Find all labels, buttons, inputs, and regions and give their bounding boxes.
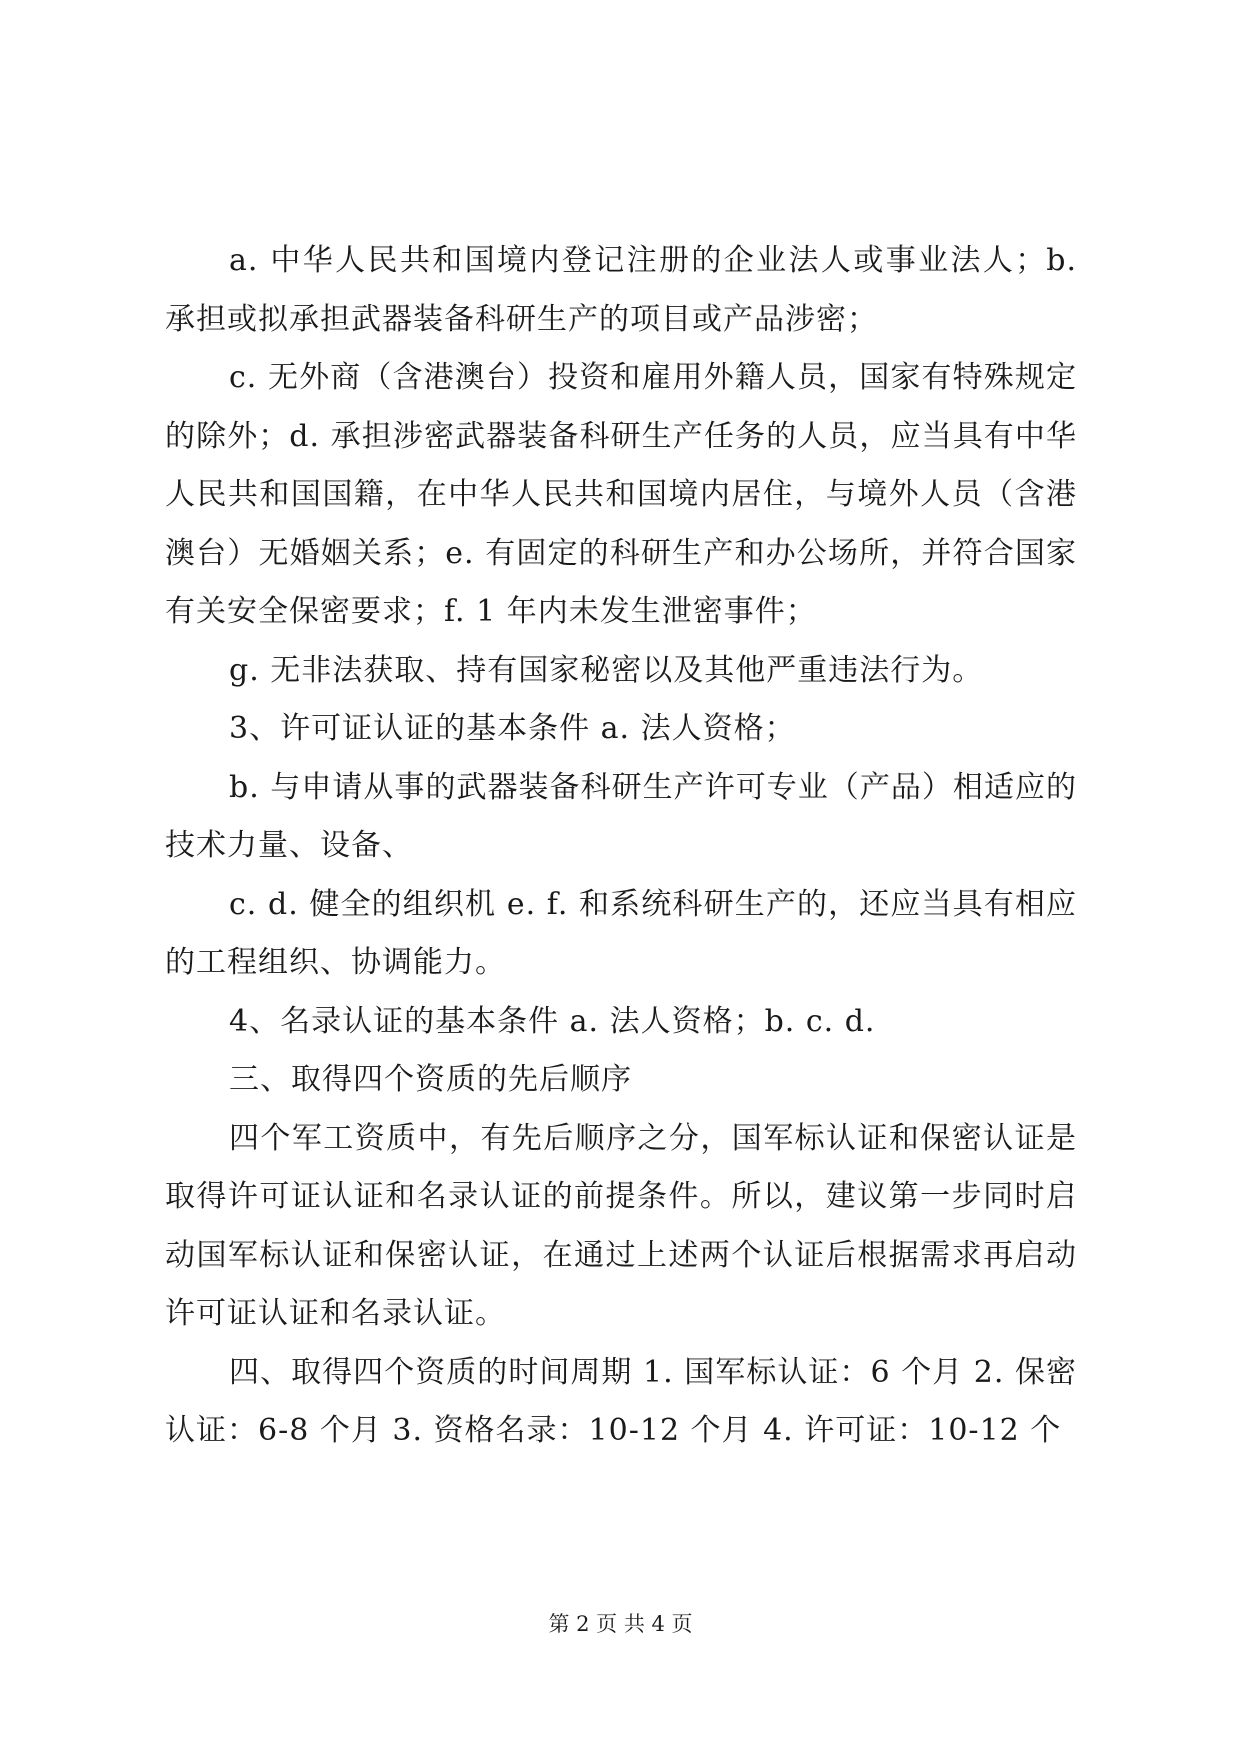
paragraph-license-condition-b: b. 与申请从事的武器装备科研生产许可专业（产品）相适应的技术力量、设备、 (165, 769, 1077, 863)
paragraph-license-condition-c-f: c. d. 健全的组织机 e. f. 和系统科研生产的，还应当具有相应的工程组织、协调能力。 (165, 886, 1077, 980)
paragraph-license-conditions: 3、许可证认证的基本条件 a. 法人资格； (229, 711, 796, 746)
paragraph-qualification-conditions-a-b: a. 中华人民共和国境内登记注册的企业法人或事业法人；b. 承担或拟承担武器装备科研生产的项目或产品涉密； (165, 243, 1077, 337)
section-heading-time-period: 四、取得四个资质的时间周期 1. 国军标认证：6 个月 2. 保密认证：6-8 个月 3. 资格名录：10-12 个月 4. 许可证：10-12 个 (165, 1354, 1077, 1448)
paragraph-order-explanation: 四个军工资质中，有先后顺序之分，国军标认证和保密认证是取得许可证认证和名录认证的前提条件。所以，建议第一步同时启动国军标认证和保密认证，在通过上述两个认证后根据需求再启动许可证认证和名录认证。 (165, 1120, 1077, 1331)
paragraph-directory-conditions: 4、名录认证的基本条件 a. 法人资格；b. c. d. (229, 1003, 876, 1039)
document-body (165, 232, 1077, 1461)
section-heading-order: 三、取得四个资质的先后顺序 (229, 1062, 632, 1097)
page-number-footer: 第 2 页 共 4 页 (548, 1612, 693, 1636)
paragraph-qualification-conditions-c-f: c. 无外商（含港澳台）投资和雇用外籍人员，国家有特殊规定的除外；d. 承担涉密武器装备科研生产任务的人员，应当具有中华人民共和国国籍，在中华人民共和国境内居住，与境外人员（含港澳台）无婚姻关系；e. 有固定的科研生产和办公场所，并符合国家有关安全保密要求；f. 1 年内未发生泄密事件； (165, 360, 1077, 629)
paragraph-qualification-condition-g: g. 无非法获取、持有国家秘密以及其他严重违法行为。 (229, 652, 984, 688)
